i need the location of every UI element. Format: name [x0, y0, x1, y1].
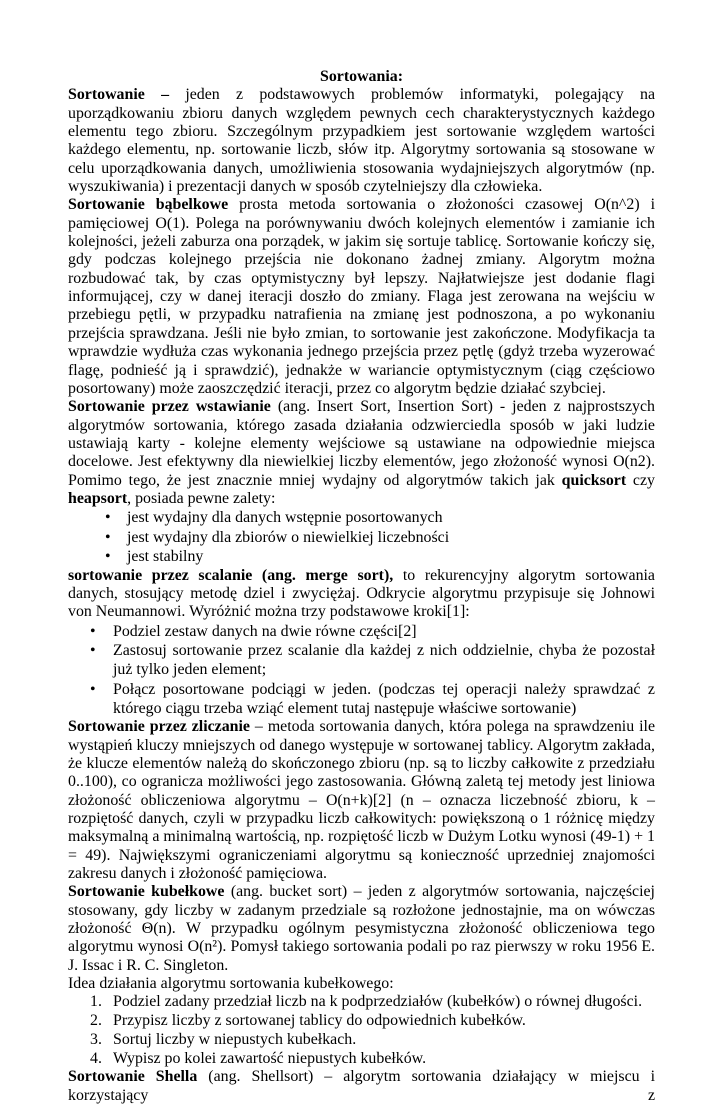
list-number: 3.	[90, 1030, 102, 1048]
paragraph-insertion-sort	[68, 398, 655, 508]
paragraph-sorting	[68, 86, 655, 196]
list-item-text: Wypisz po kolei zawartość niepustych kubełków.	[113, 1049, 427, 1067]
paragraph-text: (ang. Shellsort) – algorytm sortowania działający w miejscu i korzystający z	[68, 1068, 655, 1104]
list-item	[68, 641, 655, 680]
paragraph-bucket-idea: Idea działania algorytmu sortowania kubełkowego:	[68, 975, 394, 993]
term: sortowanie przez scalanie (ang. merge sort),	[68, 566, 394, 584]
paragraph-merge-sort	[68, 567, 655, 622]
paragraph-text: jeden z podstawowych problemów informatyki, polegający na uporządkowaniu zbioru danych względem pewnych cech charakterystycznych każdego elementu tego zbioru. Szczególnym przypadkiem jest sortowanie względem wartości każdego elementu, np. sortowanie liczb, słów itp. Algorytmy sortowania są stosowane w celu uporządkowania danych, umożliwienia stosowania wydajniejszych algorytmów (np. wyszukiwania) i prezentacji danych w sposób czytelniejszy dla człowieka.	[68, 86, 656, 196]
list-item-text: jest wydajny dla danych wstępnie posortowanych	[127, 509, 443, 527]
list-item	[68, 993, 655, 1012]
term: Sortowanie kubełkowe	[68, 883, 225, 901]
bullet-icon: •	[90, 680, 96, 698]
bullet-icon: •	[105, 548, 111, 566]
list-item-text: jest wydajny dla zbiorów o niewielkiej liczebności	[127, 528, 450, 546]
list-item	[68, 622, 655, 641]
paragraph-bubble-sort	[68, 196, 655, 398]
list-item	[68, 508, 655, 528]
document-title: Sortowania:	[320, 68, 403, 85]
list-item	[68, 1012, 655, 1031]
list-item	[68, 680, 655, 719]
paragraph-text: (ang. Insert Sort, Insertion Sort) - jeden z najprostszych algorytmów sortowania, którego zasada działania odzwierciedla sposób w jaki ludzie ustawiają karty - kolejne elementy wejściowe są ustawiane na odpowiednie miejsca docelowe. Jest efektywny dla niewielkiej liczby elementów, jego złożoność wynosi O(n2). Pomimo tego, że jest znacznie mniej wydajny od algorytmów takich jak	[68, 398, 655, 489]
term: Sortowanie –	[68, 86, 170, 104]
bullet-icon: •	[90, 622, 96, 640]
list-item-text: Podziel zadany przedział liczb na k podprzedziałów (kubełków) o równej długości.	[113, 993, 643, 1011]
list-item	[68, 528, 655, 548]
term: Sortowanie przez wstawianie	[68, 398, 271, 416]
list-item-text: Sortuj liczby w niepustych kubełkach.	[113, 1030, 357, 1048]
paragraph-text: to rekurencyjny algorytm sortowania danych, stosujący metodę dziel i zwyciężaj. Odkrycie algorytmu przypisuje się Johnowi von Neumannowi. Wyróżnić można trzy podstawowe kroki[1]:	[68, 566, 655, 621]
list-item-text: Połącz posortowane podciągi w jeden. (podczas tej operacji należy sprawdzać z którego ciągu trzeba wziąć element tutaj następuje właściwe sortowanie)	[113, 680, 655, 717]
bucket-steps-list	[68, 993, 655, 1068]
paragraph-text: (ang. bucket sort) – jeden z algorytmów sortowania, najczęściej stosowany, gdy liczby w zadanym przedziale są rozłożone jednostajnie, ma on wówczas złożoność Θ(n). W przypadku ogólnym pesymistyczna złożoność obliczeniowa tego algorytmu wynosi O(n²). Pomysł takiego sortowania podali po raz pierwszy w roku 1956 E. J. Issac i R. C. Singleton.	[68, 883, 655, 974]
paragraph-counting-sort	[68, 718, 655, 883]
paragraph-text: czy	[626, 471, 655, 489]
term-quicksort: quicksort	[561, 471, 627, 489]
paragraph-text: – metoda sortowania danych, która polega na sprawdzeniu ile wystąpień kluczy mniejszych od danego występuje w sortowanej tablicy. Algorytm zakłada, że klucze elementów należą do skończonego zbioru (np. są to liczby całkowite z przedziału 0..100), co ogranicza możliwości jego zastosowania. Główną zaletą tej metody jest liniowa złożoność obliczeniowa algorytmu – O(n+k)[2] (n – oznacza liczebność zbioru, k – rozpiętość danych, czyli w przypadku liczb całkowitych: powiększoną o 1 różnicę między maksymalną a minimalną wartością, np. rozpiętość liczb w Dużym Lotku wynosi (49-1) + 1 = 49). Największymi ograniczeniami algorytmu są konieczność uprzedniej znajomości zakresu danych i złożoność pamięciowa.	[68, 718, 655, 883]
term: Sortowanie bąbelkowe	[68, 196, 229, 214]
list-item-text: jest stabilny	[127, 548, 204, 566]
list-item-text: Podziel zestaw danych na dwie równe części[2]	[113, 622, 417, 640]
list-item	[68, 1031, 655, 1050]
paragraph-shell-sort	[68, 1068, 655, 1105]
list-item-text: Przypisz liczby z sortowanej tablicy do odpowiednich kubełków.	[113, 1012, 526, 1030]
bullet-icon: •	[105, 528, 111, 546]
paragraph-bucket-sort	[68, 883, 655, 975]
paragraph-text: , posiada pewne zalety:	[127, 489, 276, 507]
list-item	[68, 547, 655, 567]
insertion-advantages-list	[68, 508, 655, 567]
merge-steps-list	[68, 622, 655, 718]
list-item-text: Zastosuj sortowanie przez scalanie dla każdej z nich oddzielnie, chyba że pozostał już tylko jeden element;	[113, 642, 655, 679]
list-number: 1.	[90, 993, 102, 1011]
bullet-icon: •	[105, 509, 111, 527]
bullet-icon: •	[90, 642, 96, 660]
term: Sortowanie przez zliczanie	[68, 718, 250, 736]
list-number: 4.	[90, 1049, 102, 1067]
paragraph-text: prosta metoda sortowania o złożoności czasowej O(n^2) i pamięciowej O(1). Polega na porównywaniu dwóch kolejnych elementów i zamianie ich kolejności, jeżeli zaburza ona porządek, w jakim się sortuje tablicę. Sortowanie kończy się, gdy podczas kolejnego przejścia nie dokonano żadnej zmiany. Algorytm można rozbudować tak, by czas optymistyczny był lepszy. Najłatwiejsze jest dodanie flagi informującej, czy w danej iteracji doszło do zmiany. Flaga jest zerowana na wejściu w przebiegu pętli, w przypadku natrafienia na zmianę jest podnoszona, a po wykonaniu przejścia sprawdzana. Jeśli nie było zmian, to sortowanie jest zakończone. Modyfikacja ta wprawdzie wydłuża czas wykonania jednego przejścia przez pętlę (gdyż trzeba wyzerować flagę, podnieść ją i sprawdzić), jednakże w wariancie optymistycznym (ciąg częściowo posortowany) może zaoszczędzić iteracji, przez co algorytm będzie działać szybciej.	[68, 196, 655, 397]
term-heapsort: heapsort	[68, 489, 128, 507]
list-number: 2.	[90, 1012, 102, 1030]
document-page	[68, 68, 655, 1105]
list-item	[68, 1050, 655, 1069]
term: Sortowanie Shella	[68, 1068, 198, 1086]
